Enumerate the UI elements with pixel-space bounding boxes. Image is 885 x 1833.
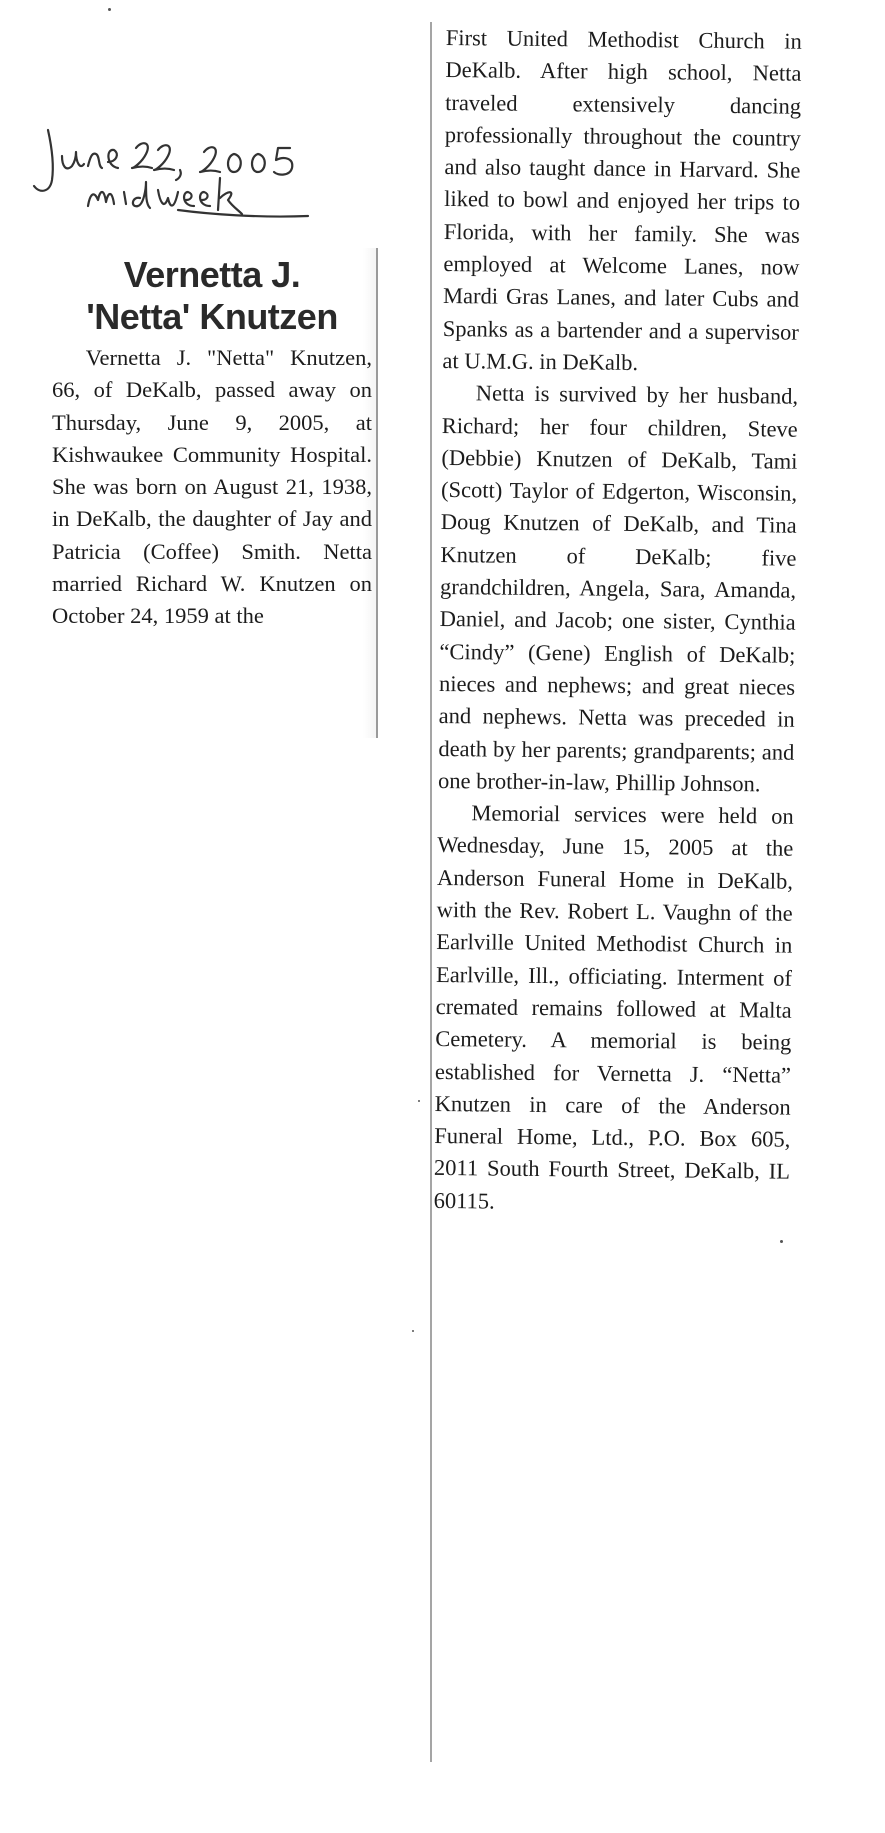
scan-speck: [418, 1100, 420, 1102]
article-left-column: [48, 248, 378, 738]
right-paragraph-2: Netta is survived by her husband, Richard; her four children, Steve (Debbie) Knutzen of DeKalb, Tami (Scott) Taylor of Edgerton, Wisconsin, Doug Knutzen of DeKalb, and Tina Knutzen of DeKalb; five grandchildren, Angela, Sara, Amanda, Daniel, and Jacob; one sister, Cynthia “Cindy” (Gene) English of DeKalb; nieces and nephews; and great nieces and nephews. Netta was preceded in death by her parents; grandparents; and one brother-in-law, Phillip Johnson.: [437, 380, 799, 797]
right-column-text: [433, 22, 801, 1221]
handwritten-signature-image: [28, 118, 368, 238]
scan-speck: [780, 1240, 783, 1243]
right-paragraph-3: Memorial services were held on Wednesday, June 15, 2005 at the Anderson Funeral Home in DeKalb, with the Rev. Robert L. Vaughn of the Earlville United Methodist Church in Earlville, Ill., officiating. Interment of cremated remains followed at Malta Cemetery. A memorial is being established for Vernetta J. “Netta” Knutzen in care of the Anderson Funeral Home, Ltd., P.O. Box 605, 2011 South Fourth Street, DeKalb, IL 60115.: [433, 800, 794, 1214]
article-headline: Vernetta J. 'Netta' Knutzen: [86, 254, 338, 337]
handwritten-annotation: [28, 118, 368, 238]
scan-speck: [108, 8, 111, 11]
scan-speck: [412, 1330, 414, 1332]
left-paragraph: Vernetta J. "Netta" Knutzen, 66, of DeKalb, passed away on Thursday, June 9, 2005, at Kishwaukee Community Hospital. She was born on August 21, 1938, in DeKalb, the daughter of Jay and Patricia (Coffee) Smith. Netta married Richard W. Knutzen on October 24, 1959 at the: [52, 345, 372, 629]
left-column-text: [52, 342, 372, 633]
article-right-column: [430, 22, 806, 1762]
right-paragraph-1: First United Methodist Church in DeKalb. After high school, Netta traveled extensively dancing professionally throughout the country and also taught dance in Harvard. She liked to bowl and enjoyed her trips to Florida, with her family. She was employed at Welcome Lanes, now Mardi Gras Lanes, and later Cubs and Spanks as a bartender and a supervisor at U.M.G. in DeKalb.: [442, 24, 802, 375]
